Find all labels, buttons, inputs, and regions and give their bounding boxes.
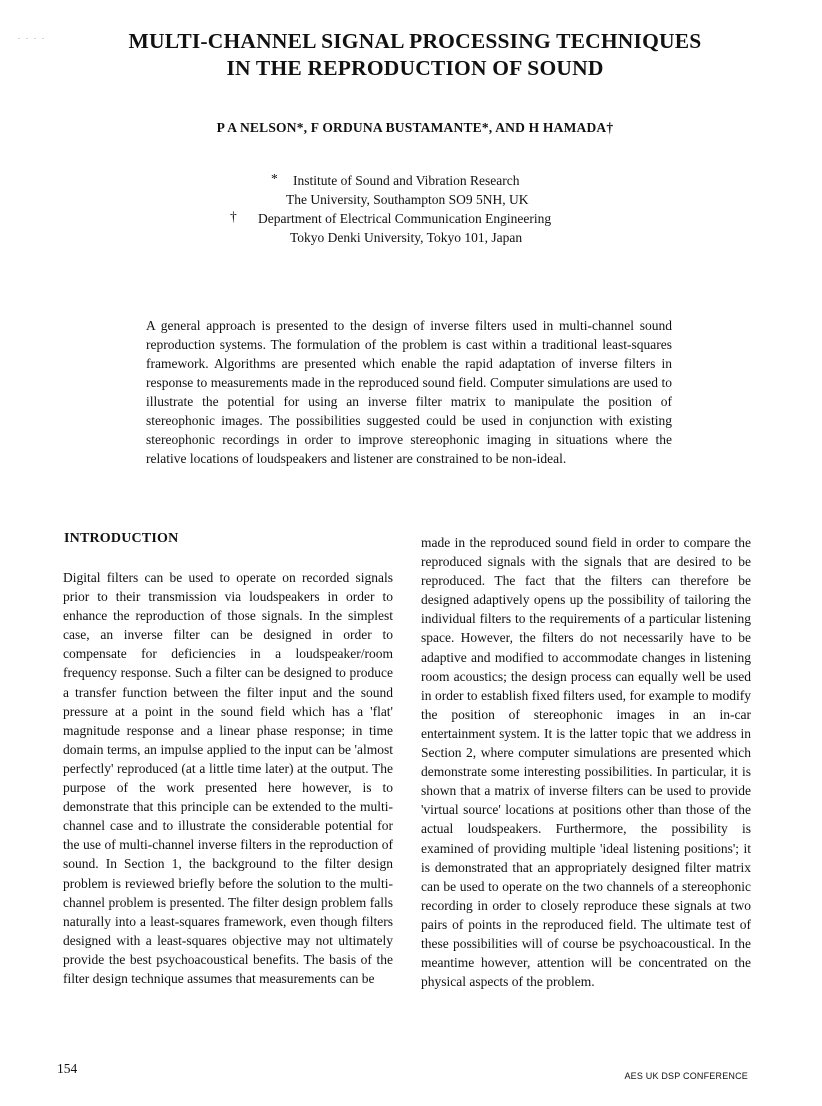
body-paragraph: made in the reproduced sound field in order to compare the reproduced signals with the signals that are desired to be reproduced. The fact that the filters can therefore be designed adaptively opens up the possibility of tailoring the individual filters to the requirements of a particular listening space. However, the filters do not necessarily have to be adaptive and modified to accommodate changes in listening room acoustics; the design process can equally well be used in order to establish fixed filters used, for example to modify the position of stereophonic images in an in-car entertainment system. It is the latter topic that we address in Section 2, where computer simulations are presented which demonstrate some interesting possibilities. In particular, it is shown that a matrix of inverse filters can be used to provide 'virtual source' locations at positions other than those of the actual loudspeakers. Furthermore, the possibility is examined of providing multiple 'ideal listening positions'; it is demonstrated that an appropriately designed filter matrix can be used to operate on the two channels of a stereophonic recording in order to closely reproduce these signals at two pairs of points in the reproduced field. The ultimate test of these possibilities will of course be psychoacoustical. In the meantime however, attention will be concentrated on the physical aspects of the problem. <box>421 535 751 990</box>
title-line-1: MULTI-CHANNEL SIGNAL PROCESSING TECHNIQUES <box>128 29 702 53</box>
body-paragraph: Digital filters can be used to operate on recorded signals prior to their transmission via loudspeakers in order to enhance the reproduction of those signals. In the simplest case, an inverse filter can be designed in order to compensate for deficiencies in a loudspeaker/room frequency response. Such a filter can be designed to produce a transfer function between the filter input and the sound pressure at a point in the sound field which has a 'flat' magnitude response and a linear phase response; in time domain terms, an impulse applied to the input can be 'almost perfectly' reproduced (at a little time later) at the output. The purpose of the work presented here however, is to demonstrate that this principle can be extended to the multi-channel case and to illustrate the considerable potential for the use of multi-channel inverse filters in the reproduction of sound. In Section 1, the background to the filter design problem is reviewed briefly before the solution to the multi-channel problem is presented. The filter design problem falls naturally into a least-squares framework, even though filters designed with a least-squares objective may not ultimately provide the best psychoacoustical benefits. The basis of the filter design technique assumes that measurements can be <box>63 570 393 986</box>
affiliation-line: Tokyo Denki University, Tokyo 101, Japan <box>290 230 523 245</box>
affiliation-line: The University, Southampton SO9 5NH, UK <box>286 192 529 207</box>
paper-title <box>60 28 770 82</box>
affiliation-mark-dagger: † <box>230 209 237 224</box>
page-number: 154 <box>57 1061 78 1076</box>
body-column-left <box>63 568 393 988</box>
abstract-text: A general approach is presented to the design of inverse filters used in multi-channel sound reproduction systems. The formulation of the problem is cast within a traditional least-squares framework. Algorithms are presented which enable the rapid adaptation of inverse filters in response to measurements made in the reproduced sound field. Computer simulations are used to illustrate the potential for using an inverse filter matrix to manipulate the position of stereophonic images. The possibilities suggested could be used in conjunction with existing stereophonic recordings in order to improve stereophonic imaging in situations where the relative locations of loudspeakers and listener are constrained to be non-ideal. <box>146 318 672 466</box>
title-line-2: IN THE REPRODUCTION OF SOUND <box>226 56 604 80</box>
affiliation-line: Institute of Sound and Vibration Research <box>293 173 520 188</box>
affiliation-mark-asterisk: * <box>271 171 278 186</box>
section-heading-introduction: INTRODUCTION <box>64 531 179 546</box>
affiliation-line: Department of Electrical Communication Engineering <box>258 211 552 226</box>
conference-name: AES UK DSP CONFERENCE <box>624 1071 748 1081</box>
corner-marks: . . . . <box>18 32 46 41</box>
author-list: P A NELSON*, F ORDUNA BUSTAMANTE*, AND H HAMADA† <box>216 120 614 135</box>
body-column-right <box>421 533 751 991</box>
